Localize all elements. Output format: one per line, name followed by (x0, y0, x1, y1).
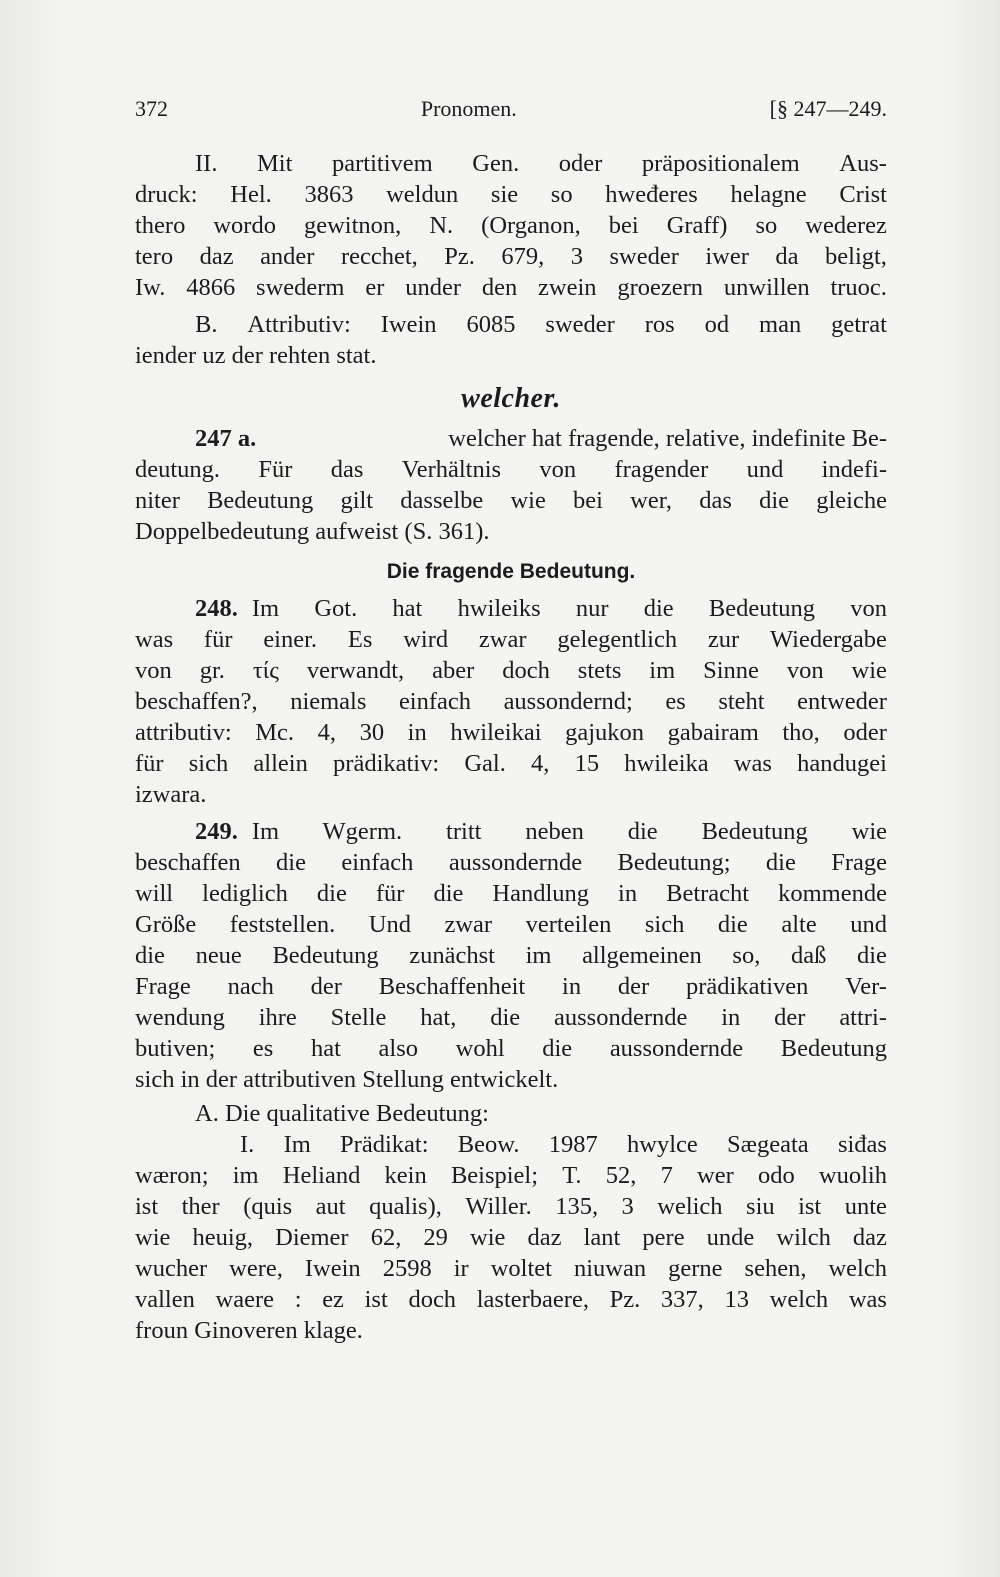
text-line: attributiv: Mc. 4, 30 in hwileikai gajukon gabairam tho, oder (135, 719, 887, 746)
text-line: B. Attributiv: Iwein 6085 sweder ros od man getrat (195, 311, 887, 338)
text-line: II. Mit partitivem Gen. oder präpositionalem Aus- (195, 150, 887, 177)
line-text: Im Got. hat hwileiks nur die Bedeutung von (251, 595, 887, 622)
paragraph-attributiv (135, 309, 887, 371)
paragraph-248 (135, 593, 887, 810)
text-line: von gr. τίς verwandt, aber doch stets im Sinne von wie (135, 657, 887, 684)
text-line: wæron; im Heliand kein Beispiel; T. 52, 7 wer odo wuolih (135, 1162, 887, 1189)
text-line: beschaffen die einfach aussondernde Bedeutung; die Frage (135, 849, 887, 876)
text-line: niter Bedeutung gilt dasselbe wie bei wer, das die gleiche (135, 487, 887, 514)
text-line: druck: Hel. 3863 weldun sie so hweđeres helagne Crist (135, 181, 887, 208)
section-heading-welcher: welcher. (461, 383, 561, 414)
section-number: 248. (195, 595, 238, 622)
running-header (135, 96, 887, 126)
text-line: Doppelbedeutung aufweist (S. 361). (135, 518, 490, 545)
text-line: Frage nach der Beschaffenheit in der prädikativen Ver- (135, 973, 887, 1000)
paragraph-partitive (135, 148, 887, 303)
subheading-fragende-bedeutung: Die fragende Bedeutung. (386, 560, 636, 583)
text-line: vallen waere : ez ist doch lasterbaere, Pz. 337, 13 welch was (135, 1286, 887, 1313)
text-line: I. Im Prädikat: Beow. 1987 hwylce Sægeata siđas (240, 1131, 887, 1158)
text-line (135, 593, 887, 624)
text-line: will lediglich die für die Handlung in Betracht kommende (135, 880, 887, 907)
text-line: thero wordo gewitnon, N. (Organon, bei Graff) so wederez (135, 212, 887, 239)
page-number: 372 (135, 96, 168, 121)
text-line: tero daz ander recchet, Pz. 679, 3 sweder iwer da beligt, (135, 243, 887, 270)
text-line: beschaffen?, niemals einfach aussondernd; es steht entweder (135, 688, 887, 715)
text-line: ist ther (quis aut qualis), Willer. 135, 3 welich siu ist unte (135, 1193, 887, 1220)
text-line: iender uz der rehten stat. (135, 342, 377, 369)
subsection-qualitative: A. Die qualitative Bedeutung: (195, 1100, 489, 1127)
text-line: butiven; es hat also wohl die aussondernde Bedeutung (135, 1035, 887, 1062)
text-line: Iw. 4866 swederm er under den zwein groezern unwillen truoc. (135, 274, 887, 301)
text-line: deutung. Für das Verhältnis von fragender und indefi- (135, 456, 887, 483)
text-line: für sich allein prädikativ: Gal. 4, 15 hwileika was handugei (135, 750, 887, 777)
text-line (135, 816, 887, 847)
line-text: Im Wgerm. tritt neben die Bedeutung wie (251, 818, 887, 845)
text-line: wendung ihre Stelle hat, die aussondernde in der attri- (135, 1004, 887, 1031)
text-line: die neue Bedeutung zunächst im allgemeinen so, daß die (135, 942, 887, 969)
paragraph-249 (135, 816, 887, 1095)
section-number: 247 a. (195, 425, 257, 452)
body-text (135, 148, 887, 1346)
running-title: Pronomen. (420, 96, 517, 121)
section-number: 249. (195, 818, 238, 845)
paragraph-247a (135, 423, 887, 547)
text-line: Größe feststellen. Und zwar verteilen sich die alte und (135, 911, 887, 938)
text-line: sich in der attributiven Stellung entwickelt. (135, 1066, 559, 1093)
line-text: welcher hat fragende, relative, indefinite Be- (448, 425, 887, 452)
paragraph-praedikat (135, 1129, 887, 1346)
text-line: was für einer. Es wird zwar gelegentlich zur Wiedergabe (135, 626, 887, 653)
text-line: izwara. (135, 781, 207, 808)
text-line: wucher were, Iwein 2598 ir woltet niuwan gerne sehen, welch (135, 1255, 887, 1282)
text-line: wie heuig, Diemer 62, 29 wie daz lant pere unde wilch daz (135, 1224, 887, 1251)
section-reference: [§ 247—249. (769, 96, 887, 121)
text-line: froun Ginoveren klage. (135, 1317, 363, 1344)
text-line (135, 423, 887, 454)
